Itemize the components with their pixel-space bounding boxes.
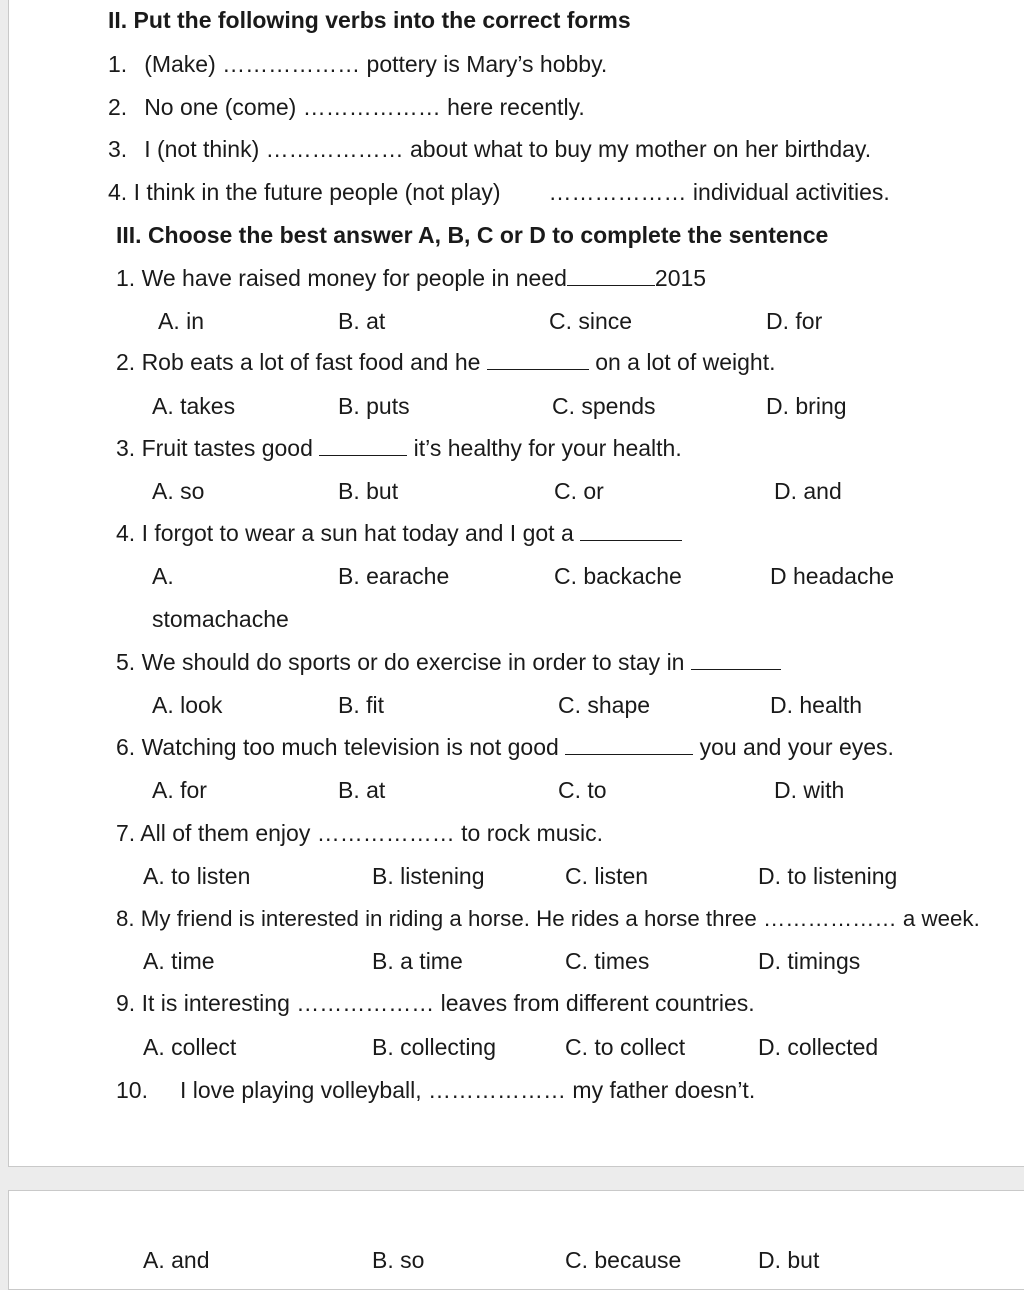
q4-option-b: B. earache	[338, 563, 450, 589]
q9-option-c: C. to collect	[565, 1034, 686, 1060]
q1-option-a: A. in	[158, 308, 205, 334]
q5-option-a: A. look	[152, 692, 223, 718]
q4-option-a: A.	[152, 563, 174, 589]
q7-option-c: C. listen	[565, 863, 649, 889]
question-5: 5. We should do sports or do exercise in order to stay in	[116, 648, 781, 676]
q9-option-a: A. collect	[143, 1034, 237, 1060]
q1-option-d: D. for	[766, 308, 823, 334]
q10-option-d: D. but	[758, 1247, 820, 1273]
q6-option-b: B. at	[338, 777, 386, 803]
answer-gap: ………………	[762, 906, 897, 931]
q6-option-c: C. to	[558, 777, 607, 803]
answer-blank	[319, 435, 407, 456]
question-9: 9. It is interesting ……………… leaves from different countries.	[116, 990, 755, 1016]
q7-option-a: A. to listen	[143, 863, 251, 889]
q8-option-a: A. time	[143, 948, 215, 974]
answer-gap: ………………	[296, 990, 435, 1016]
exercise-2-item-2: 2. No one (come) ……………… here recently.	[108, 94, 585, 120]
question-8: 8. My friend is interested in riding a horse. He rides a horse three ……………… a week.	[116, 906, 980, 931]
exercise-2-item-4: 4. I think in the future people (not play) ……………… individual activities.	[108, 179, 890, 205]
answer-blank	[487, 349, 589, 370]
answer-blank	[580, 520, 682, 541]
answer-gap: ………………	[265, 136, 404, 162]
section-2-heading: II. Put the following verbs into the correct forms	[108, 7, 631, 33]
question-7: 7. All of them enjoy ……………… to rock music.	[116, 820, 603, 846]
q7-option-d: D. to listening	[758, 863, 898, 889]
question-1: 1. We have raised money for people in need 2015	[116, 265, 707, 291]
q10-option-b: B. so	[372, 1247, 425, 1273]
question-10: 10. I love playing volleyball, ……………… my father doesn’t.	[116, 1077, 756, 1103]
q4-option-c: C. backache	[554, 563, 682, 589]
q4-option-a-text: stomachache	[152, 606, 289, 632]
answer-blank	[565, 734, 693, 755]
q7-option-b: B. listening	[372, 863, 485, 889]
q9-option-b: B. collecting	[372, 1034, 497, 1060]
answer-blank	[567, 265, 655, 286]
q1-option-c: C. since	[549, 308, 633, 334]
exercise-2-item-3: 3. I (not think) ……………… about what to buy my mother on her birthday.	[108, 136, 872, 162]
q5-option-c: C. shape	[558, 692, 651, 718]
q9-option-d: D. collected	[758, 1034, 879, 1060]
q8-option-c: C. times	[565, 948, 650, 974]
q5-option-d: D. health	[770, 692, 863, 718]
q2-option-b: B. puts	[338, 393, 410, 419]
answer-gap: ………………	[222, 51, 361, 77]
section-3-heading: III. Choose the best answer A, B, C or D to complete the sentence	[116, 222, 829, 248]
q6-option-a: A. for	[152, 777, 207, 803]
question-4: 4. I forgot to wear a sun hat today and I got a	[116, 519, 682, 547]
question-6: 6. Watching too much television is not good you and your eyes.	[116, 734, 894, 760]
question-2: 2. Rob eats a lot of fast food and he on a lot of weight.	[116, 349, 776, 375]
q3-option-a: A. so	[152, 478, 205, 504]
answer-gap: ………………	[316, 820, 455, 846]
q2-option-a: A. takes	[152, 393, 236, 419]
q4-option-d: D headache	[770, 563, 895, 589]
worksheet-page-2	[8, 1190, 1024, 1290]
q1-option-b: B. at	[338, 308, 386, 334]
q3-option-d: D. and	[774, 478, 842, 504]
q10-option-a: A. and	[143, 1247, 210, 1273]
q3-option-b: B. but	[338, 478, 399, 504]
q10-option-c: C. because	[565, 1247, 682, 1273]
answer-gap: ………………	[548, 179, 687, 205]
answer-gap: ………………	[302, 94, 441, 120]
q8-option-b: B. a time	[372, 948, 463, 974]
answer-blank	[691, 649, 781, 670]
q2-option-d: D. bring	[766, 393, 847, 419]
q3-option-c: C. or	[554, 478, 604, 504]
answer-gap: ………………	[428, 1077, 567, 1103]
q6-option-d: D. with	[774, 777, 845, 803]
question-3: 3. Fruit tastes good it’s healthy for your health.	[116, 435, 682, 461]
q2-option-c: C. spends	[552, 393, 656, 419]
exercise-2-item-1: 1. (Make) ……………… pottery is Mary’s hobby.	[108, 51, 608, 77]
q8-option-d: D. timings	[758, 948, 861, 974]
q5-option-b: B. fit	[338, 692, 385, 718]
